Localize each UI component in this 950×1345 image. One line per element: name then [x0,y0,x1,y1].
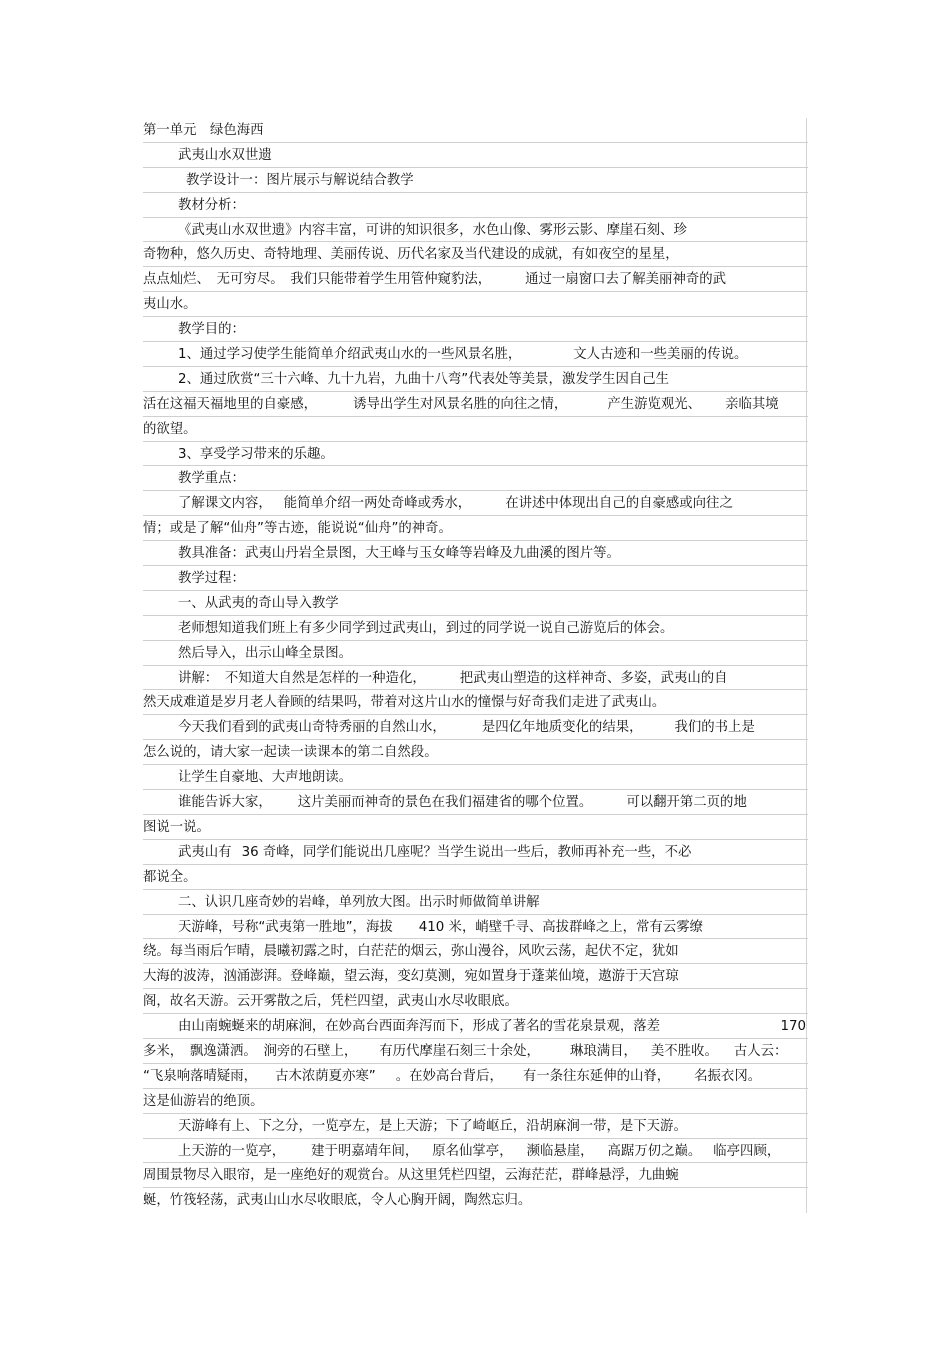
step1-line: 今天我们看到的武夷山奇特秀丽的自然山水， 是四亿年地质变化的结果， 我们的书上是 [143,715,808,740]
step2-line: 周围景物尽入眼帘，是一座绝好的观赏台。从这里凭栏四望，云海茫茫，群峰悬浮，九曲蜿 [143,1163,808,1188]
step2-line: 上天游的一览亭， 建于明嘉靖年间， 原名仙掌亭， 濒临悬崖， 高踞万仞之巅。 临亭四顾， [143,1139,808,1164]
step2-line: 多米， 飘逸潇洒。 涧旁的石壁上， 有历代摩崖石刻三十余处， 琳琅满目， 美不胜收。 古人云： [143,1039,808,1064]
step1-title: 一、从武夷的奇山导入教学 [143,591,808,616]
step2-line: 蜒，竹筏轻荡，武夷山山水尽收眼底，令人心胸开阔，陶然忘归。 [143,1188,808,1213]
step1-line: 让学生自豪地、大声地朗读。 [143,765,808,790]
step1-line: 然天成难道是岁月老人眷顾的结果吗，带着对这片山水的憧憬与好奇我们走进了武夷山。 [143,690,808,715]
step1-line: 老师想知道我们班上有多少同学到过武夷山，到过的同学说一说自己游览后的体会。 [143,616,808,641]
step2-line: 由山南蜿蜒来的胡麻涧，在妙高台西面奔泻而下，形成了著名的雪花泉景观，落差 170 [143,1014,808,1039]
goals-heading: 教学目的： [143,317,808,342]
focus-line: 了解课文内容， 能简单介绍一两处奇峰或秀水， 在讲述中体现出自己的自豪感或向往之 [143,491,808,516]
unit-title: 第一单元 绿色海西 [143,118,808,143]
step1-line: 都说全。 [143,865,808,890]
analysis-line: 奇物种，悠久历史、奇特地理、美丽传说、历代名家及当代建设的成就，有如夜空的星星， [143,242,808,267]
goal-line: 3、享受学习带来的乐趣。 [143,442,808,467]
goal-line: 2、通过欣赏“三十六峰、九十九岩，九曲十八弯”代表处等美景，激发学生因自己生 [143,367,808,392]
step1-line: 武夷山有 36 奇峰，同学们能说出几座呢？当学生说出一些后，教师再补充一些，不必 [143,840,808,865]
design-title: 教学设计一：图片展示与解说结合教学 [143,168,808,193]
step2-line: 这是仙游岩的绝顶。 [143,1089,808,1114]
step1-line: 然后导入，出示山峰全景图。 [143,641,808,666]
focus-line: 情；或是了解“仙舟”等古迹，能说说“仙舟”的神奇。 [143,516,808,541]
step2-line: 大海的波涛，汹涌澎湃。登峰巅，望云海，变幻莫测，宛如置身于蓬莱仙境，遨游于天宫琼 [143,964,808,989]
goal-line: 活在这福天福地里的自豪感， 诱导出学生对风景名胜的向往之情， 产生游览观光、 亲临其境 [143,392,808,417]
step2-line: 天游峰，号称“武夷第一胜地”，海拔 410 米，峭壁千寻、高拔群峰之上，常有云雾缭 [143,915,808,940]
analysis-line: 点点灿烂、 无可穷尽。 我们只能带着学生用管仲窥豹法， 通过一扇窗口去了解美丽神奇的武 [143,267,808,292]
materials-line: 教具准备：武夷山丹岩全景图，大王峰与玉女峰等岩峰及九曲溪的图片等。 [143,541,808,566]
step2-title: 二、认识几座奇妙的岩峰，单列放大图。出示时师做简单讲解 [143,890,808,915]
goal-line: 1、通过学习使学生能简单介绍武夷山水的一些风景名胜， 文人古迹和一些美丽的传说。 [143,342,808,367]
step2-line: “飞泉响落晴疑雨， 古木浓荫夏亦寒” 。在妙高台背后， 有一条往东延伸的山脊， 名振衣冈。 [143,1064,808,1089]
step1-line: 讲解： 不知道大自然是怎样的一种造化， 把武夷山塑造的这样神奇、多姿，武夷山的自 [143,666,808,691]
step1-line: 图说一说。 [143,815,808,840]
step2-line: 天游峰有上、下之分，一览亭左，是上天游；下了崎岖丘，沿胡麻涧一带，是下天游。 [143,1114,808,1139]
step1-line: 谁能告诉大家， 这片美丽而神奇的景色在我们福建省的哪个位置。 可以翻开第二页的地 [143,790,808,815]
goal-line: 的欲望。 [143,417,808,442]
document-body [143,118,808,1213]
step2-line: 绕。每当雨后乍晴，晨曦初露之时，白茫茫的烟云，弥山漫谷，风吹云荡，起伏不定，犹如 [143,939,808,964]
focus-heading: 教学重点： [143,466,808,491]
step1-line: 怎么说的，请大家一起读一读课本的第二自然段。 [143,740,808,765]
step2-line: 阁，故名天游。云开雾散之后，凭栏四望，武夷山水尽收眼底。 [143,989,808,1014]
analysis-heading: 教材分析： [143,193,808,218]
analysis-line: 《武夷山水双世遗》内容丰富，可讲的知识很多，水色山像、雾形云影、摩崖石刻、珍 [143,218,808,243]
lesson-title: 武夷山水双世遗 [143,143,808,168]
analysis-line: 夷山水。 [143,292,808,317]
process-heading: 教学过程： [143,566,808,591]
